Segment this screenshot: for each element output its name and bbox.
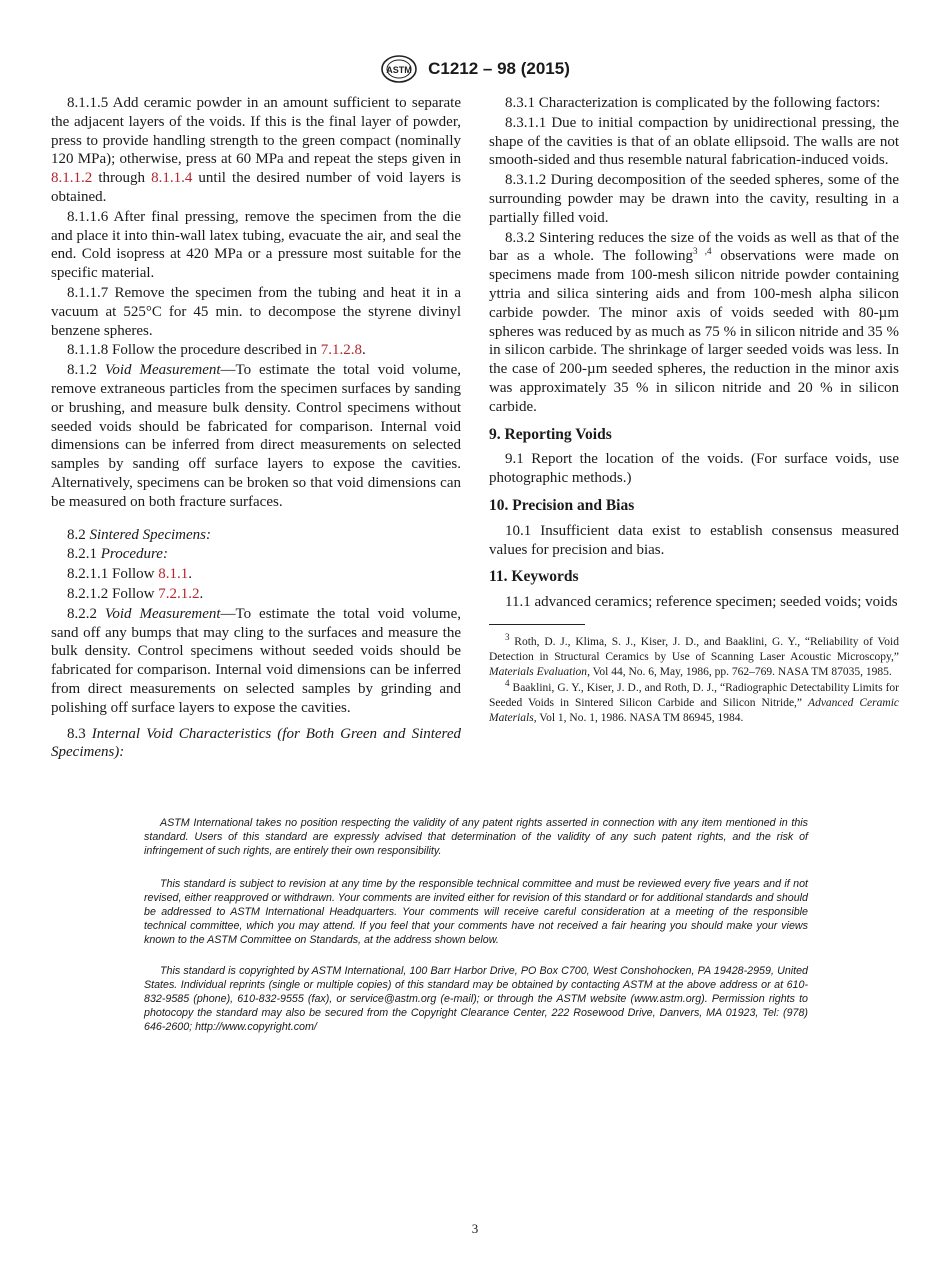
link-7-1-2-8[interactable]: 7.1.2.8	[320, 342, 362, 359]
footnote-divider	[489, 624, 585, 625]
standard-designation: C1212 – 98 (2015)	[428, 59, 570, 78]
section-8-1-1-5: 8.1.1.5 Add ceramic powder in an amount sufficient to separate the adjacent layers of the voids. If this is the final layer of powder, press to provide handling strength to the green compact (nominally 120 MPa); otherwise, press at 60 MPa and repeat the steps given in 8.1.1.2 through 8.1.1.4 until the desired number of void layers is obtained.	[51, 95, 461, 205]
section-8-1-2: 8.1.2 Void Measurement—To estimate the total void volume, remove extraneous particles from the specimen surfaces by sanding or brushing, and measure bulk density. Control specimens without seeded voids should be fabricated for comparison. Internal void dimensions can be inferred from direct measurements on selected samples by sanding off surface layers to expose the cavities. Alternatively, specimens can be broken so that void dimensions can be measured on both fracture surfaces.	[51, 362, 461, 510]
footnote-3: $^3$ Roth, D. J., Klima, S. J., Kiser, J. D., and Baaklini, G. Y., “Reliability of Void Detection in Structural Ceramics by Use of Scanning Laser Acoustic Microscopy,” Materials Evaluation, Vol 44, No. 6, May, 1986, pp. 762–769. NASA TM 87035, 1985.	[489, 632, 899, 678]
patent-notice: ASTM International takes no position respecting the validity of any patent rights asserted in connection with any item mentioned in this standard. Users of this standard are expressly advised that determination of the validity of any such patent rights, and the risk of infringement of such rights, are entirely their own responsibility.	[144, 817, 808, 857]
section-8-3-2: 8.3.2 Sintering reduces the size of the voids as well as that of the bar as a whole. The following$^{3 ,4}$ observations were made on specimens made from 100-mesh silicon nitride powder containing yttria and silica sintering aids and from 100-mesh alpha silicon carbide powder. The minor axis of voids seeded with 80-µm spheres was reduced by as much as 75 % in silicon nitride and 35 % in silicon carbide. The shrinkage of larger seeded voids was less. In the case of 200-µm seeded spheres, the reduction in the minor axis was approximately 35 % in silicon nitride and 20 % in silicon carbide.	[489, 229, 900, 415]
section-11-1: 11.1 advanced ceramics; reference specimen; seeded voids; voids	[505, 594, 898, 611]
section-8-2: 8.2 Sintered Specimens:	[67, 526, 211, 543]
footnote-4: $^4$ Baaklini, G. Y., Kiser, J. D., and Roth, D. J., “Radiographic Detectability Limits for Seeded Voids in Sintered Silicon Carbide and Silicon Nitride,” Advanced Ceramic Materials, Vol 1, No. 1, 1986. NASA TM 86945, 1984.	[489, 678, 899, 724]
section-8-2-2: 8.2.2 Void Measurement—To estimate the total void volume, sand off any bumps that may cling to the surfaces and measure the bulk density. Control specimens without seeded voids should be fabricated for comparison. Internal void dimensions can be inferred from direct measurements on selected samples by grinding and polishing off surface layers to expose the cavities.	[51, 605, 461, 716]
left-column	[51, 94, 461, 763]
section-8-3-1-1: 8.3.1.1 Due to initial compaction by unidirectional pressing, the shape of the cavities is that of an oblate ellipsoid. The walls are not smooth-sided and thus resemble natural fabrication-induced voids.	[489, 114, 899, 169]
copyright-notice: This standard is copyrighted by ASTM International, 100 Barr Harbor Drive, PO Box C700, West Conshohocken, PA 19428-2959, United States. Individual reprints (single or multiple copies) of this standard may be obtained by contacting ASTM at the above address or at 610-832-9585 (phone), 610-832-9555 (fax), or service@astm.org (e-mail); or through the ASTM website (www.astm.org). Permission rights to photocopy the standard may also be secured from the Copyright Clearance Center, 222 Rosewood Drive, Danvers, MA 01923, Tel: (978) 646-2600; http://www.copyright.com/	[144, 965, 808, 1033]
section-8-3-1-2: 8.3.1.2 During decomposition of the seeded spheres, some of the surrounding powder may be drawn into the cavity, resulting in a partially filled void.	[489, 172, 899, 226]
section-8-3-1: 8.3.1 Characterization is complicated by the following factors:	[505, 95, 881, 111]
heading-keywords: 11. Keywords	[489, 568, 579, 586]
heading-reporting-voids: 9. Reporting Voids	[489, 425, 612, 443]
section-10-1: 10.1 Insufficient data exist to establish consensus measured values for precision and bias.	[489, 522, 899, 558]
page-number: 3	[471, 1221, 479, 1236]
right-column	[489, 94, 899, 727]
link-8-1-1-4[interactable]: 8.1.1.4	[151, 170, 193, 187]
link-8-1-1-2[interactable]: 8.1.1.2	[51, 170, 93, 187]
astm-logo-icon	[380, 54, 418, 84]
footnote-ref[interactable]: 3 ,4	[692, 246, 712, 257]
section-8-1-1-6: 8.1.1.6 After final pressing, remove the specimen from the die and place it into thin-wall latex tubing, evacuate the air, and seal the end. Cold isopress at 420 MPa or a pressure most suitable for the specific material.	[51, 208, 461, 282]
link-7-2-1-2[interactable]: 7.2.1.2	[158, 585, 200, 602]
revision-notice: This standard is subject to revision at any time by the responsible technical committee and must be reviewed every five years and if not revised, either reapproved or withdrawn. Your comments are invited either for revision of this standard or for additional standards and should be addressed to ASTM International Headquarters. Your comments will receive careful consideration at a meeting of the responsible technical committee, which you may attend. If you feel that your comments have not received a fair hearing you should make your views known to the ASTM Committee on Standards, at the address shown below.	[144, 878, 808, 946]
section-8-1-1-8: 8.1.1.8 Follow the procedure described in 7.1.2.8.	[67, 342, 366, 359]
section-8-2-1: 8.2.1 Procedure:	[67, 546, 168, 563]
section-9-1: 9.1 Report the location of the voids. (For surface voids, use photographic methods.)	[489, 451, 899, 487]
section-8-2-1-2: 8.2.1.2 Follow 7.2.1.2.	[67, 585, 204, 602]
svg-text:ASTM: ASTM	[386, 65, 412, 75]
page-header	[0, 54, 950, 84]
section-8-2-1-1: 8.2.1.1 Follow 8.1.1.	[67, 566, 193, 583]
section-8-1-1-7: 8.1.1.7 Remove the specimen from the tubing and heat it in a vacuum at 525°C for 45 min. to decompose the styrene divinyl benzene spheres.	[51, 284, 461, 339]
heading-precision-bias: 10. Precision and Bias	[489, 496, 635, 514]
link-8-1-1[interactable]: 8.1.1	[158, 566, 189, 583]
section-8-3: 8.3 Internal Void Characteristics (for Both Green and Sintered Specimens):	[51, 725, 462, 761]
